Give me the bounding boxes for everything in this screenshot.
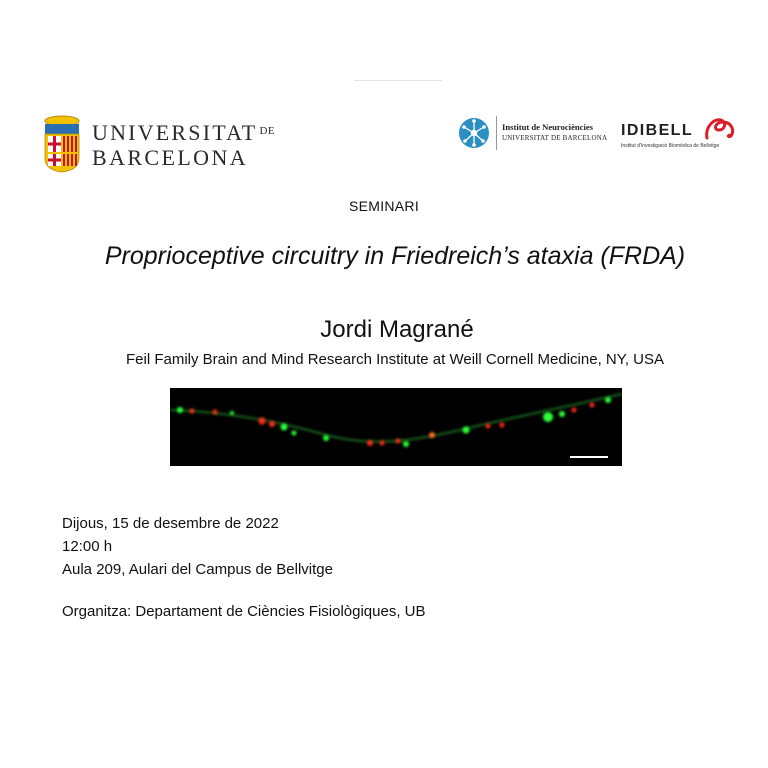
- event-date: Dijous, 15 de desembre de 2022: [62, 515, 279, 532]
- event-type-label: SEMINARI: [348, 198, 420, 214]
- universitat-de-barcelona-logo: [42, 114, 276, 176]
- ub-logo-line1: [92, 120, 275, 146]
- speaker-name: Jordi Magrané: [320, 316, 474, 343]
- micrograph-image: [170, 388, 622, 466]
- neuron-network-icon: [458, 117, 490, 149]
- top-divider: [354, 80, 442, 81]
- neuro-logo-separator: [496, 116, 497, 150]
- neuro-logo-line2: UNIVERSITAT DE BARCELONA: [502, 134, 608, 142]
- speaker-affiliation: Feil Family Brain and Mind Research Institute at Weill Cornell Medicine, NY, USA: [126, 351, 664, 368]
- idibell-logo: [620, 116, 738, 156]
- event-organizer: Organitza: Departament de Ciències Fisiològiques, UB: [62, 603, 426, 620]
- ub-logo-universitat: UNIVERSITAT: [92, 120, 258, 145]
- event-location: Aula 209, Aulari del Campus de Bellvitge: [62, 561, 333, 578]
- idibell-wordmark: IDIBELL: [621, 122, 694, 139]
- event-details: [62, 512, 333, 581]
- ub-logo-de: DE: [259, 125, 276, 137]
- idibell-swirl-icon: [703, 116, 737, 142]
- seminar-title: Proprioceptive circuitry in Friedreich’s ataxia (FRDA): [104, 242, 686, 270]
- event-time: 12:00 h: [62, 538, 113, 555]
- fluorescence-micrograph: [170, 388, 622, 466]
- scale-bar: [570, 456, 608, 458]
- ub-shield-icon: [42, 114, 82, 174]
- neuro-logo-line1: Institut de Neurociències: [502, 122, 594, 132]
- idibell-subtitle: Institut d'Investigació Biomèdica de Bellvitge: [621, 143, 720, 149]
- ub-logo-line2: BARCELONA: [92, 145, 249, 170]
- institut-neurociencies-logo: [458, 114, 608, 154]
